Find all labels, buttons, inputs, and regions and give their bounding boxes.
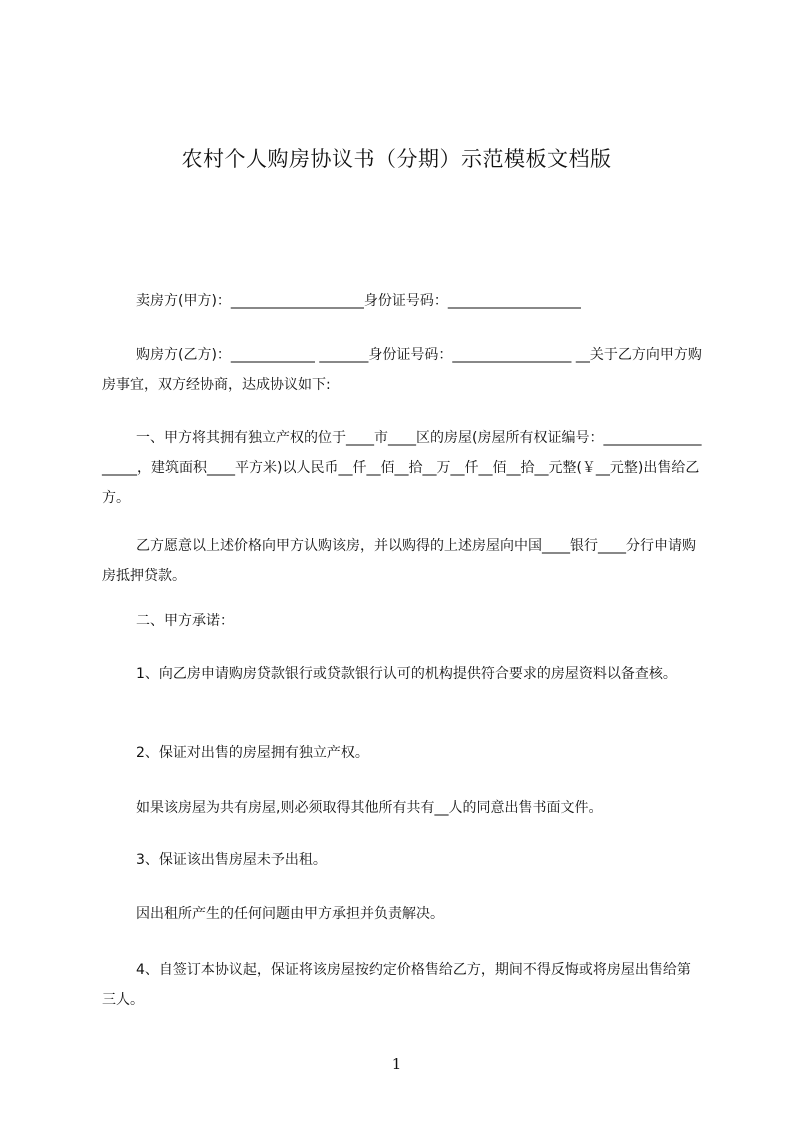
paragraph-promise-1: 1、向乙房申请购房贷款银行或贷款银行认可的机构提供符合要求的房屋资料以备查核。 — [136, 666, 677, 682]
paragraph-clause-2-heading: 二、甲方承诺： — [136, 613, 234, 629]
paragraph-promise-2: 2、保证对出售的房屋拥有独立产权。 — [136, 745, 369, 761]
paragraph-rental-issues: 因出租所产生的任何问题由甲方承担并负责解决。 — [136, 906, 444, 922]
page-number: 1 — [391, 1055, 402, 1073]
paragraph-loan: 乙方愿意以上述价格向甲方认购该房，并以购得的上述房屋向中国____银行____分行申请购房抵押贷款。 — [102, 538, 696, 584]
paragraph-promise-3: 3、保证该出售房屋未予出租。 — [136, 852, 327, 868]
paragraph-seller: 卖房方(甲方)：___________________身份证号码：___________________ — [136, 293, 581, 309]
paragraph-co-owner: 如果该房屋为共有房屋,则必须取得其他所有共有__人的同意出售书面文件。 — [136, 800, 603, 816]
paragraph-buyer: 购房方(乙方)：____________ _______身份证号码：_________________ __关于乙方向甲方购房事宜，双方经协商，达成协议如下: — [102, 347, 702, 393]
document-title: 农村个人购房协议书（分期）示范模板文档版 — [181, 147, 612, 171]
paragraph-promise-4: 4、自签订本协议起，保证将该房屋按约定价格售给乙方，期间不得反悔或将房屋出售给第三人。 — [102, 962, 691, 1008]
paragraph-clause-1: 一、甲方将其拥有独立产权的位于____市____区的房屋(房屋所有权证编号：___________________，建筑面积____平方米)以人民币__仟__佰__拾__万__仟__佰__拾__元整(￥__元整)出售给乙方。 — [102, 430, 702, 506]
